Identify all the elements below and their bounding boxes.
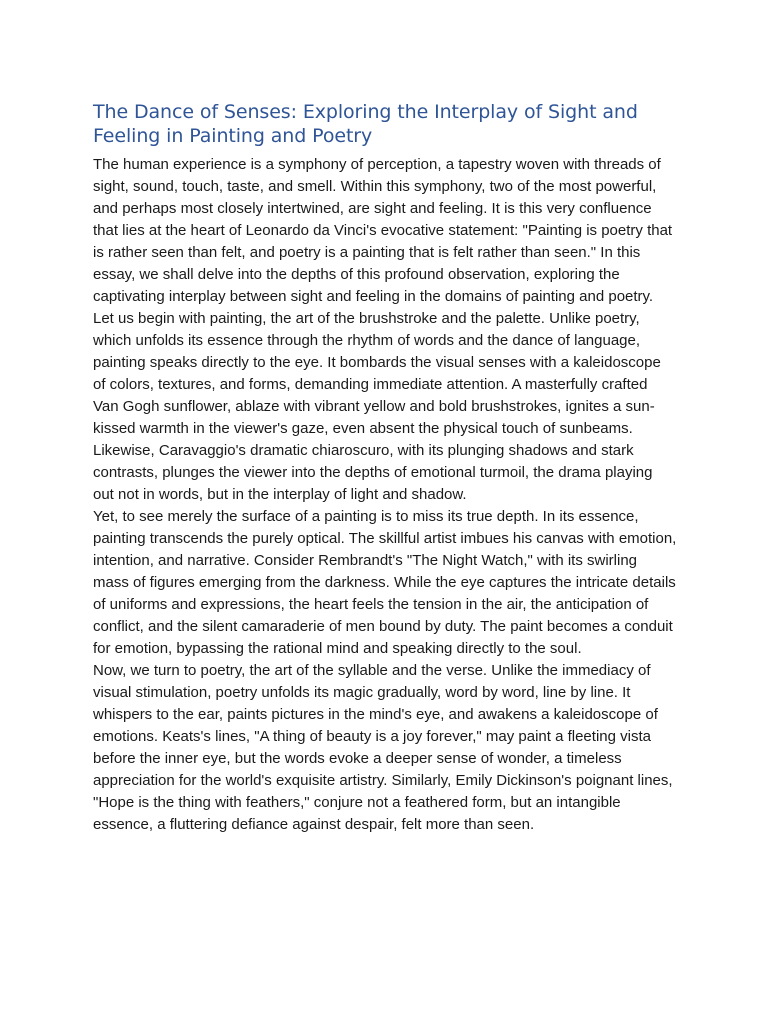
paragraph: Let us begin with painting, the art of the brushstroke and the palette. Unlike poetry, which unfolds its essence through the rhythm of words and the dance of language, painting speaks directly to the eye. It bombards the visual senses with a kaleidoscope of colors, textures, and forms, demanding immediate attention. A masterfully crafted Van Gogh sunflower, ablaze with vibrant yellow and bold brushstrokes, ignites a sun-kissed warmth in the viewer's gaze, even absent the physical touch of sunbeams. Likewise, Caravaggio's dramatic chiaroscuro, with its plunging shadows and stark contrasts, plunges the viewer into the depths of emotional turmoil, the drama playing out not in words, but in the interplay of light and shadow. — [93, 310, 661, 503]
document-body — [93, 154, 677, 836]
document-title: The Dance of Senses: Exploring the Interplay of Sight and Feeling in Painting and Poetry — [93, 101, 638, 147]
paragraph: Now, we turn to poetry, the art of the syllable and the verse. Unlike the immediacy of visual stimulation, poetry unfolds its magic gradually, word by word, line by line. It whispers to the ear, paints pictures in the mind's eye, and awakens a kaleidoscope of emotions. Keats's lines, "A thing of beauty is a joy forever," may paint a fleeting vista before the inner eye, but the words evoke a deeper sense of wonder, a timeless appreciation for the world's exquisite artistry. Similarly, Emily Dickinson's poignant lines, "Hope is the thing with feathers," conjure not a feathered form, but an intangible essence, a fluttering defiance against despair, felt more than seen. — [93, 662, 673, 833]
document-page — [93, 100, 677, 836]
paragraph: Yet, to see merely the surface of a painting is to miss its true depth. In its essence, painting transcends the purely optical. The skillful artist imbues his canvas with emotion, intention, and narrative. Consider Rembrandt's "The Night Watch," with its swirling mass of figures emerging from the darkness. While the eye captures the intricate details of uniforms and expressions, the heart feels the tension in the air, the anticipation of conflict, and the silent camaraderie of men bound by duty. The paint becomes a conduit for emotion, bypassing the rational mind and speaking directly to the soul. — [93, 508, 677, 657]
paragraph: The human experience is a symphony of perception, a tapestry woven with threads of sight, sound, touch, taste, and smell. Within this symphony, two of the most powerful, and perhaps most closely intertwined, are sight and feeling. It is this very confluence that lies at the heart of Leonardo da Vinci's evocative statement: "Painting is poetry that is rather seen than felt, and poetry is a painting that is felt rather than seen." In this essay, we shall delve into the depths of this profound observation, exploring the captivating interplay between sight and feeling in the domains of painting and poetry. — [93, 156, 673, 305]
